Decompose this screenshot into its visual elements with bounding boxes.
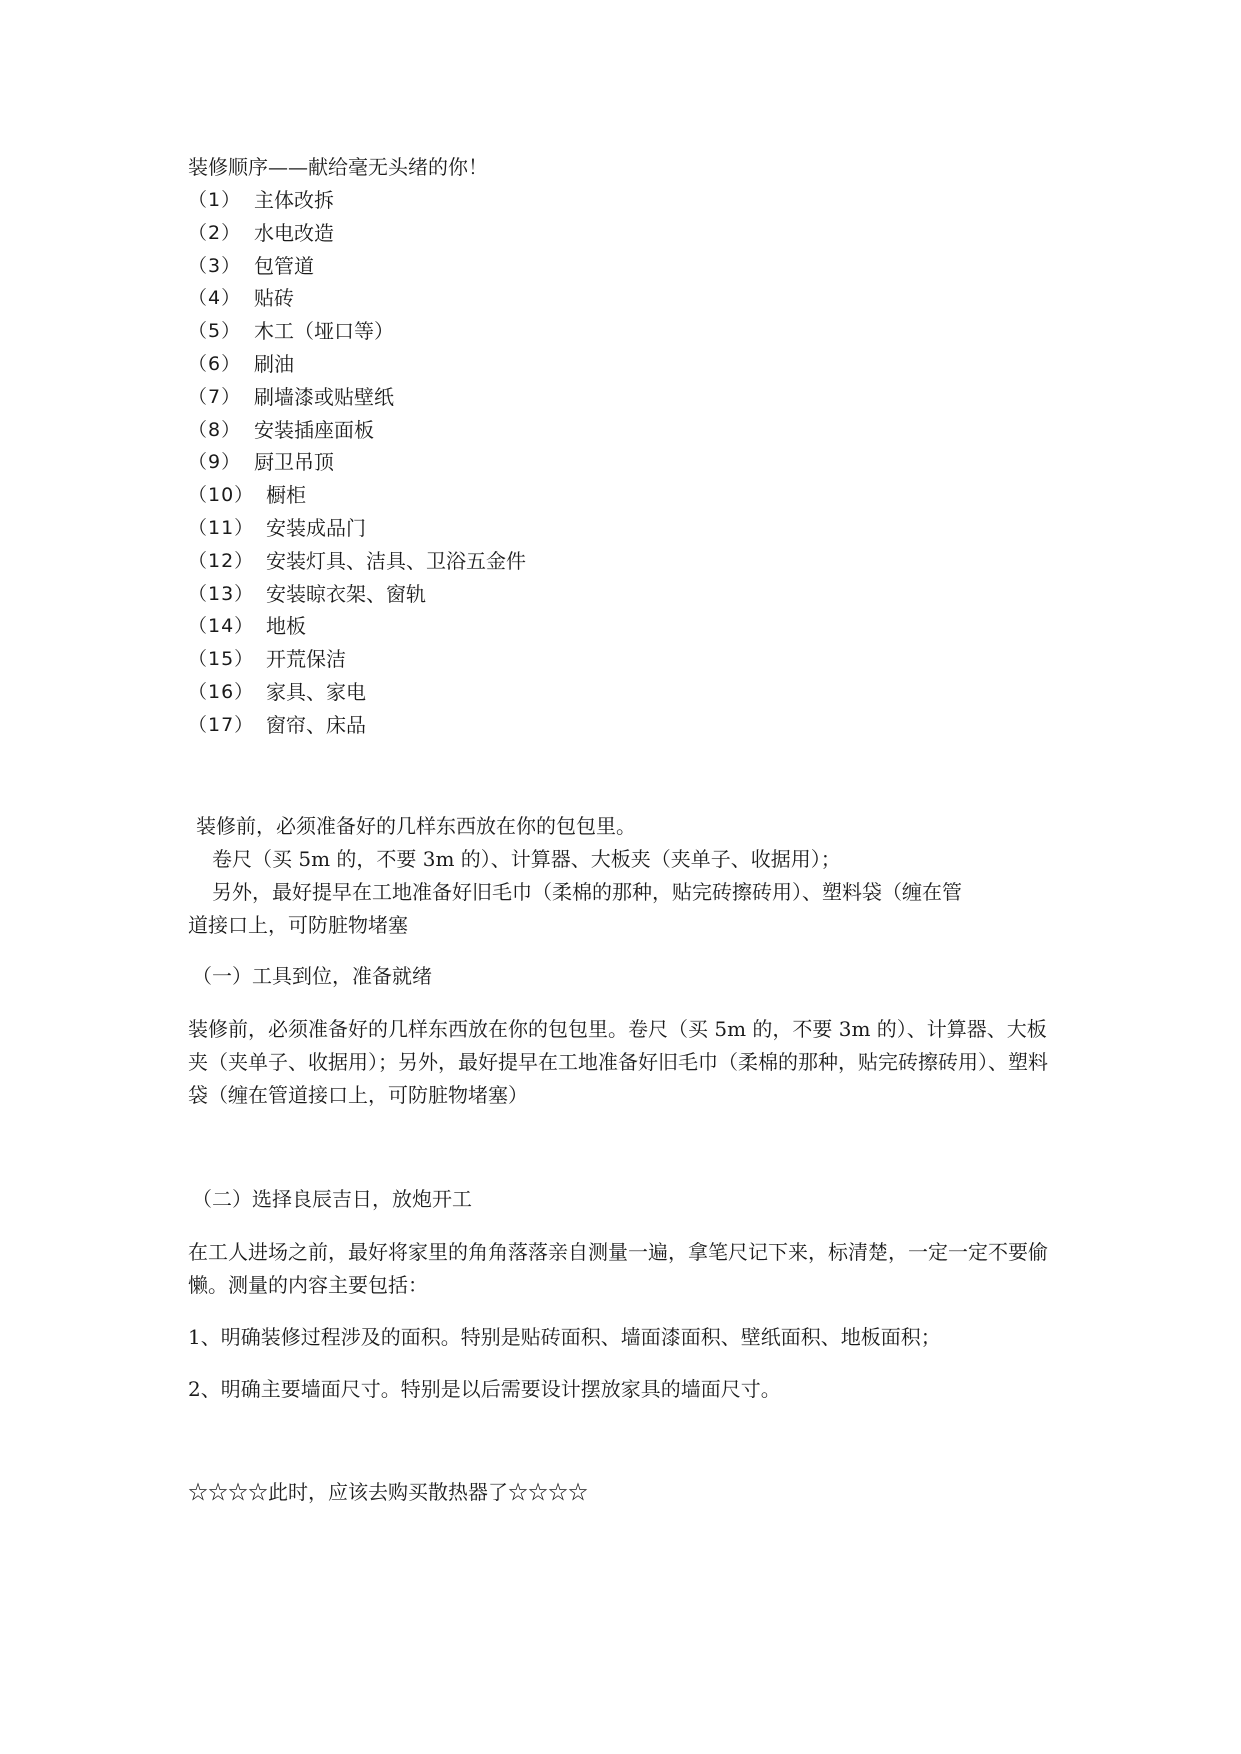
step-label: 安装成品门 bbox=[266, 515, 366, 540]
section1-heading: （一）工具到位，准备就绪 bbox=[192, 964, 432, 988]
step-number: （12） bbox=[188, 549, 255, 572]
section1-body: 装修前，必须准备好的几样东西放在你的包包里。卷尺（买 5m 的，不要 3m 的）、计算器、大板夹（夹单子、收据用）；另外，最好提早在工地准备好旧毛巾（柔棉的那种，贴完砖擦砖用）、塑料袋（缠在管道接口上，可防脏物堵塞） bbox=[188, 1017, 1048, 1107]
step-number: （15） bbox=[188, 648, 255, 671]
radiator-notice: ☆☆☆☆此时，应该去购买散热器了☆☆☆☆ bbox=[188, 1480, 588, 1504]
step-label: 橱柜 bbox=[266, 483, 306, 508]
list-item bbox=[188, 515, 526, 548]
step-label: 刷墙漆或贴壁纸 bbox=[254, 384, 394, 409]
step-label: 家具、家电 bbox=[266, 679, 366, 704]
step-label: 水电改造 bbox=[254, 220, 334, 245]
list-item bbox=[188, 548, 526, 581]
step-label: 厨卫吊顶 bbox=[254, 450, 334, 475]
step-label: 安装晾衣架、窗轨 bbox=[266, 581, 426, 606]
list-item bbox=[188, 187, 526, 220]
step-number: （16） bbox=[188, 680, 255, 703]
step-number: （6） bbox=[188, 352, 242, 375]
list-item bbox=[188, 613, 526, 646]
list-item bbox=[188, 253, 526, 286]
step-number: （10） bbox=[188, 484, 255, 507]
prep-tools: 卷尺（买 5m 的，不要 3m 的）、计算器、大板夹（夹单子、收据用）； bbox=[212, 847, 841, 871]
document-title: 装修顺序——献给毫无头绪的你！ bbox=[188, 155, 488, 179]
step-number: （2） bbox=[188, 221, 242, 244]
list-item bbox=[188, 220, 526, 253]
step-number: （17） bbox=[188, 713, 255, 736]
step-label: 贴砖 bbox=[254, 286, 294, 311]
step-number: （5） bbox=[188, 320, 242, 343]
section2-heading: （二）选择良辰吉日，放炮开工 bbox=[192, 1187, 472, 1211]
list-item bbox=[188, 679, 526, 712]
list-item bbox=[188, 318, 526, 351]
step-number: （3） bbox=[188, 254, 242, 277]
list-item bbox=[188, 646, 526, 679]
list-item bbox=[188, 581, 526, 614]
list-item bbox=[188, 712, 526, 745]
step-number: （7） bbox=[188, 385, 242, 408]
list-item bbox=[188, 351, 526, 384]
step-label: 开荒保洁 bbox=[266, 647, 346, 672]
list-item bbox=[188, 285, 526, 318]
section2-body: 在工人进场之前，最好将家里的角角落落亲自测量一遍，拿笔尺记下来，标清楚，一定一定不要偷懒。测量的内容主要包括： bbox=[188, 1240, 1048, 1297]
step-number: （11） bbox=[188, 516, 255, 539]
list-item bbox=[188, 384, 526, 417]
step-number: （14） bbox=[188, 615, 255, 638]
step-label: 地板 bbox=[266, 614, 306, 639]
step-number: （1） bbox=[188, 189, 242, 211]
list-item bbox=[188, 417, 526, 450]
step-number: （13） bbox=[188, 582, 255, 605]
step-label: 包管道 bbox=[254, 253, 314, 278]
step-label: 主体改拆 bbox=[254, 188, 334, 212]
step-number: （8） bbox=[188, 418, 242, 441]
step-label: 木工（垭口等） bbox=[254, 319, 394, 344]
step-label: 安装插座面板 bbox=[254, 417, 374, 442]
list-item bbox=[188, 449, 526, 482]
prep-extra-line1: 另外，最好提早在工地准备好旧毛巾（柔棉的那种，贴完砖擦砖用）、塑料袋（缠在管 bbox=[212, 880, 962, 904]
step-label: 窗帘、床品 bbox=[266, 712, 366, 737]
list-item bbox=[188, 482, 526, 515]
prep-intro: 装修前，必须准备好的几样东西放在你的包包里。 bbox=[196, 814, 636, 838]
step-label: 刷油 bbox=[254, 351, 294, 376]
section2-item-1: 1、明确装修过程涉及的面积。特别是贴砖面积、墙面漆面积、壁纸面积、地板面积； bbox=[188, 1325, 941, 1349]
step-number: （9） bbox=[188, 451, 242, 474]
section2-item-2: 2、明确主要墙面尺寸。特别是以后需要设计摆放家具的墙面尺寸。 bbox=[188, 1377, 781, 1401]
renovation-steps-list bbox=[188, 187, 526, 745]
prep-extra-line2: 道接口上，可防脏物堵塞 bbox=[188, 913, 408, 937]
step-label: 安装灯具、洁具、卫浴五金件 bbox=[266, 548, 526, 573]
step-number: （4） bbox=[188, 287, 242, 310]
